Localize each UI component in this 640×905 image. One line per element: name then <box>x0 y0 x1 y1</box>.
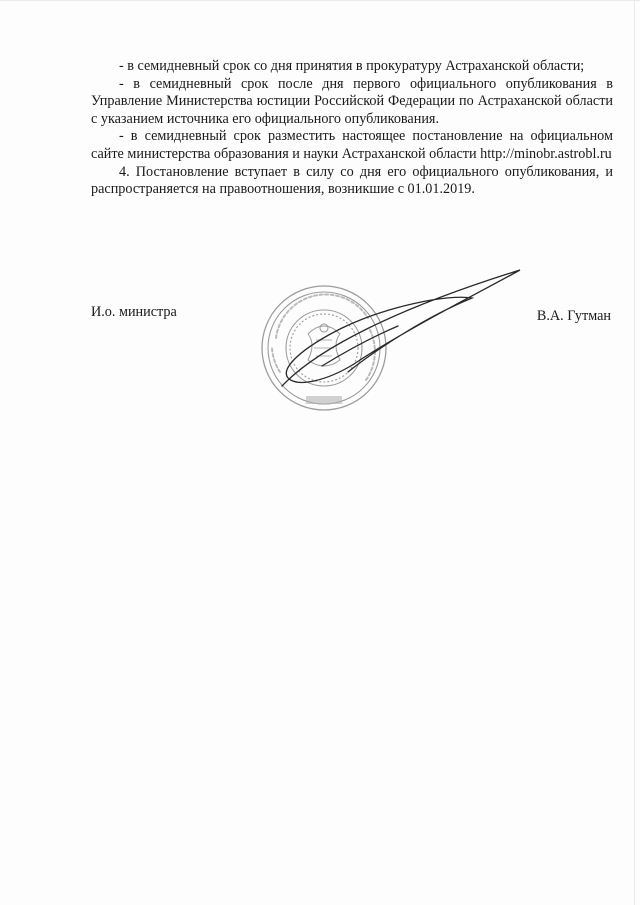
signatory-position: И.о. министра <box>91 304 177 320</box>
paragraph-ministry-justice: - в семидневный срок после дня первого официального опубликования в Управление Министерства юстиции Российской Федерации по Астраханской области с указанием источника его официального опубликования. <box>91 75 613 127</box>
signatory-name: В.А. Гутман <box>536 308 611 324</box>
paragraph-prosecutor: - в семидневный срок со дня принятия в прокуратуру Астраханской области; <box>119 58 585 74</box>
signature-block <box>91 298 613 338</box>
paragraph-effective-date: 4. Постановление вступает в силу со дня его официального опубликования, и распространяется на правоотношения, возникшие с 01.01.2019. <box>91 163 613 198</box>
document-body <box>91 58 613 199</box>
paragraph-website: - в семидневный срок разместить настоящее постановление на официальном сайте министерства образования и науки Астраханской области http://minobr.astrobl.ru <box>91 128 613 162</box>
official-seal-icon <box>258 268 530 428</box>
